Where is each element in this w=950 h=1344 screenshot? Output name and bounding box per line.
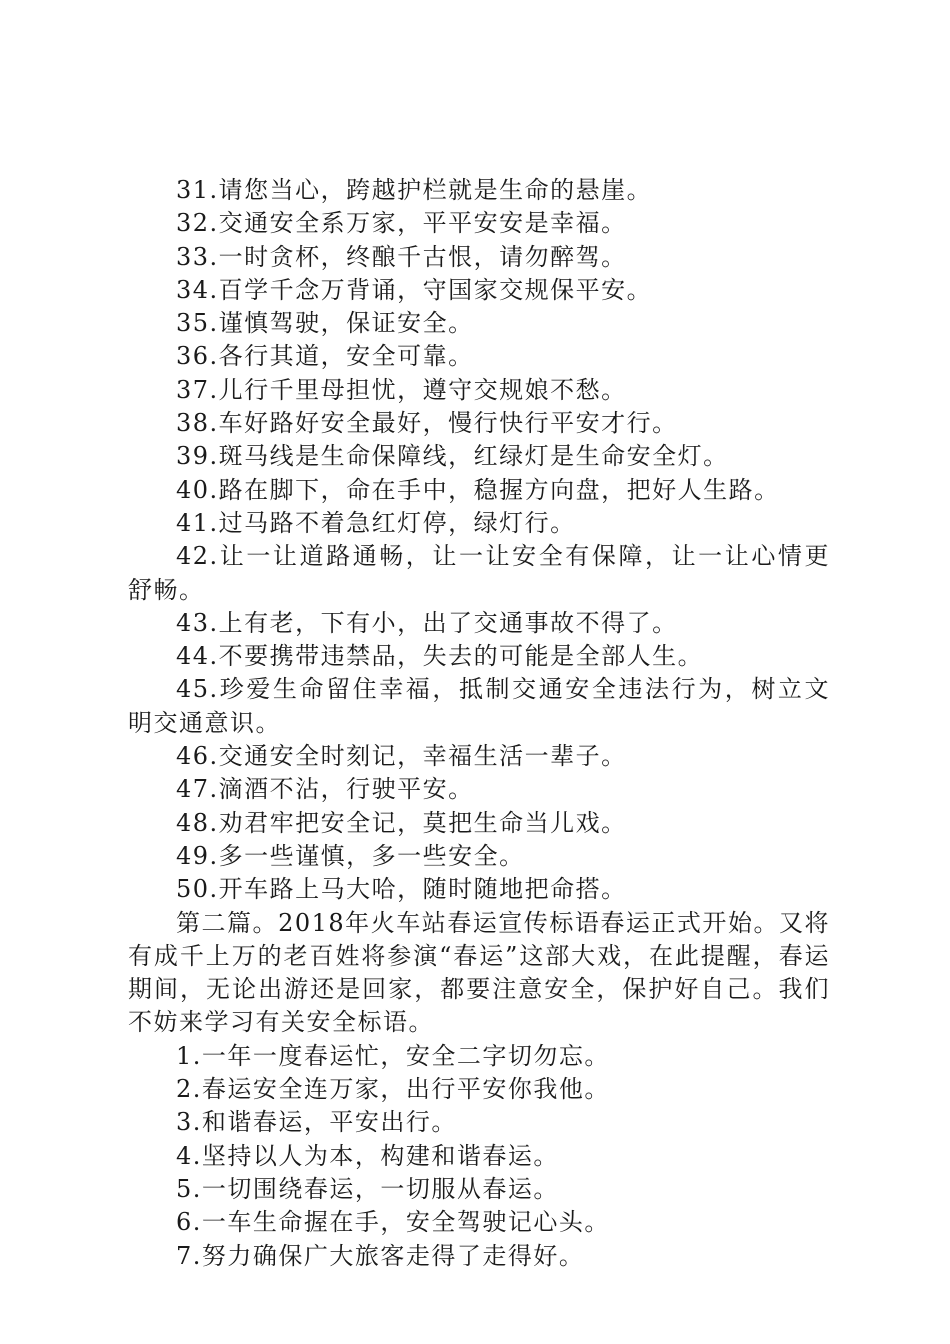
document-body bbox=[128, 174, 830, 1273]
paragraph: 32.交通安全系万家，平平安安是幸福。 bbox=[176, 209, 627, 238]
paragraph: 42.让一让道路通畅，让一让安全有保障，让一让心情更舒畅。 bbox=[128, 542, 830, 604]
paragraph: 38.车好路好安全最好，慢行快行平安才行。 bbox=[176, 409, 678, 438]
paragraph: 43.上有老，下有小，出了交通事故不得了。 bbox=[176, 608, 678, 637]
paragraph: 33.一时贪杯，终酿千古恨，请勿醉驾。 bbox=[176, 242, 627, 271]
paragraph: 5.一切围绕春运，一切服从春运。 bbox=[176, 1174, 559, 1203]
paragraph: 35.谨慎驾驶，保证安全。 bbox=[176, 309, 474, 338]
paragraph: 4.坚持以人为本，构建和谐春运。 bbox=[176, 1141, 559, 1170]
paragraph: 40.路在脚下，命在手中，稳握方向盘，把好人生路。 bbox=[176, 475, 780, 504]
paragraph: 31.请您当心，跨越护栏就是生命的悬崖。 bbox=[176, 176, 653, 204]
paragraph: 46.交通安全时刻记，幸福生活一辈子。 bbox=[176, 742, 627, 771]
paragraph: 39.斑马线是生命保障线，红绿灯是生命安全灯。 bbox=[176, 442, 729, 471]
paragraph: 41.过马路不着急红灯停，绿灯行。 bbox=[176, 508, 576, 537]
paragraph: 6.一车生命握在手，安全驾驶记心头。 bbox=[176, 1208, 610, 1237]
paragraph: 45.珍爱生命留住幸福，抵制交通安全违法行为，树立文明交通意识。 bbox=[128, 675, 830, 737]
paragraph: 34.百学千念万背诵，守国家交规保平安。 bbox=[176, 275, 653, 304]
paragraph: 36.各行其道，安全可靠。 bbox=[176, 342, 474, 371]
paragraph: 第二篇。2018年火车站春运宣传标语春运正式开始。又将有成千上万的老百姓将参演“春运”这部大戏，在此提醒，春运期间，无论出游还是回家，都要注意安全，保护好自己。我们不妨来学习有关安全标语。 bbox=[128, 908, 830, 1037]
paragraph: 50.开车路上马大哈，随时随地把命搭。 bbox=[176, 875, 627, 904]
paragraph: 37.儿行千里母担忧，遵守交规娘不愁。 bbox=[176, 375, 627, 404]
paragraph: 1.一年一度春运忙，安全二字切勿忘。 bbox=[176, 1041, 610, 1070]
paragraph: 7.努力确保广大旅客走得了走得好。 bbox=[176, 1241, 585, 1270]
paragraph: 47.滴酒不沾，行驶平安。 bbox=[176, 775, 474, 804]
paragraph: 3.和谐春运，平安出行。 bbox=[176, 1108, 457, 1137]
paragraph: 2.春运安全连万家，出行平安你我他。 bbox=[176, 1075, 610, 1104]
paragraph: 48.劝君牢把安全记，莫把生命当儿戏。 bbox=[176, 808, 627, 837]
paragraph: 49.多一些谨慎，多一些安全。 bbox=[176, 841, 525, 870]
paragraph: 44.不要携带违禁品，失去的可能是全部人生。 bbox=[176, 642, 704, 671]
